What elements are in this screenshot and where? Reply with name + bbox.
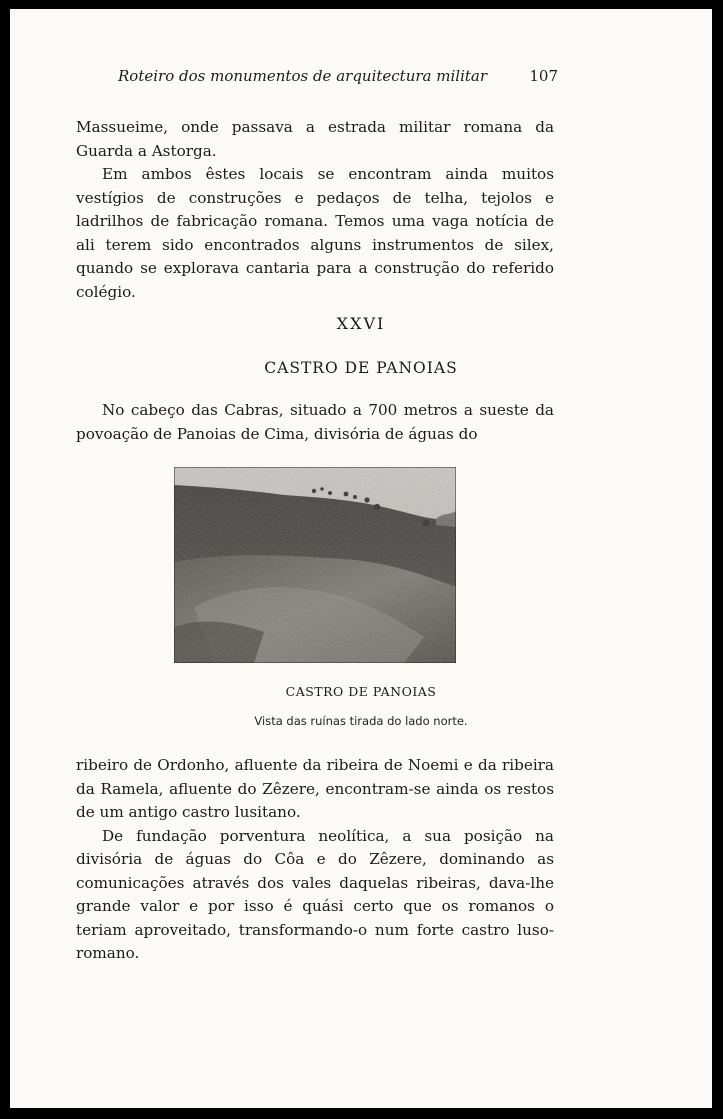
figure-caption-title: CASTRO DE PANOIAS xyxy=(285,684,437,699)
photograph-image xyxy=(174,467,456,663)
figure-caption-subtitle: Vista das ruínas tirada do lado norte. xyxy=(254,714,468,728)
running-header-title: Roteiro dos monumentos de arquitectura militar xyxy=(118,67,488,85)
section-text-before-figure xyxy=(76,399,554,446)
section-text-after-figure xyxy=(76,754,554,966)
paragraph: ribeiro de Ordonho, afluente da ribeira de Noemi e da ribeira da Ramela, afluente do Zêzere, encontram-se ainda os restos de um antigo castro lusitano. xyxy=(76,756,554,821)
section-title: CASTRO DE PANOIAS xyxy=(264,359,458,377)
section-number: XXVI xyxy=(336,314,386,333)
paragraph: Massueime, onde passava a estrada militar romana da Guarda a Astorga. xyxy=(76,118,554,160)
paragraph: No cabeço das Cabras, situado a 700 metros a sueste da povoação de Panoias de Cima, divisória de águas do xyxy=(76,401,554,443)
page-number: 107 xyxy=(529,67,558,85)
paragraph: De fundação porventura neolítica, a sua posição na divisória de águas do Côa e do Zêzere, dominando as comunicações através dos vales daquelas ribeiras, dava-lhe grande valor e por isso é quási certo que os romanos o teriam aproveitado, transformando-o num forte castro luso-romano. xyxy=(76,826,554,962)
hillside-photograph xyxy=(174,467,456,663)
intro-text-block xyxy=(76,116,554,304)
book-page xyxy=(10,9,712,1108)
paragraph: Em ambos êstes locais se encontram ainda muitos vestígios de construções e pedaços de telha, tejolos e ladrilhos de fabricação romana. Temos uma vaga notícia de ali terem sido encontrados alguns instrumentos de silex, quando se explorava cantaria para a construção do referido colégio. xyxy=(76,165,554,301)
